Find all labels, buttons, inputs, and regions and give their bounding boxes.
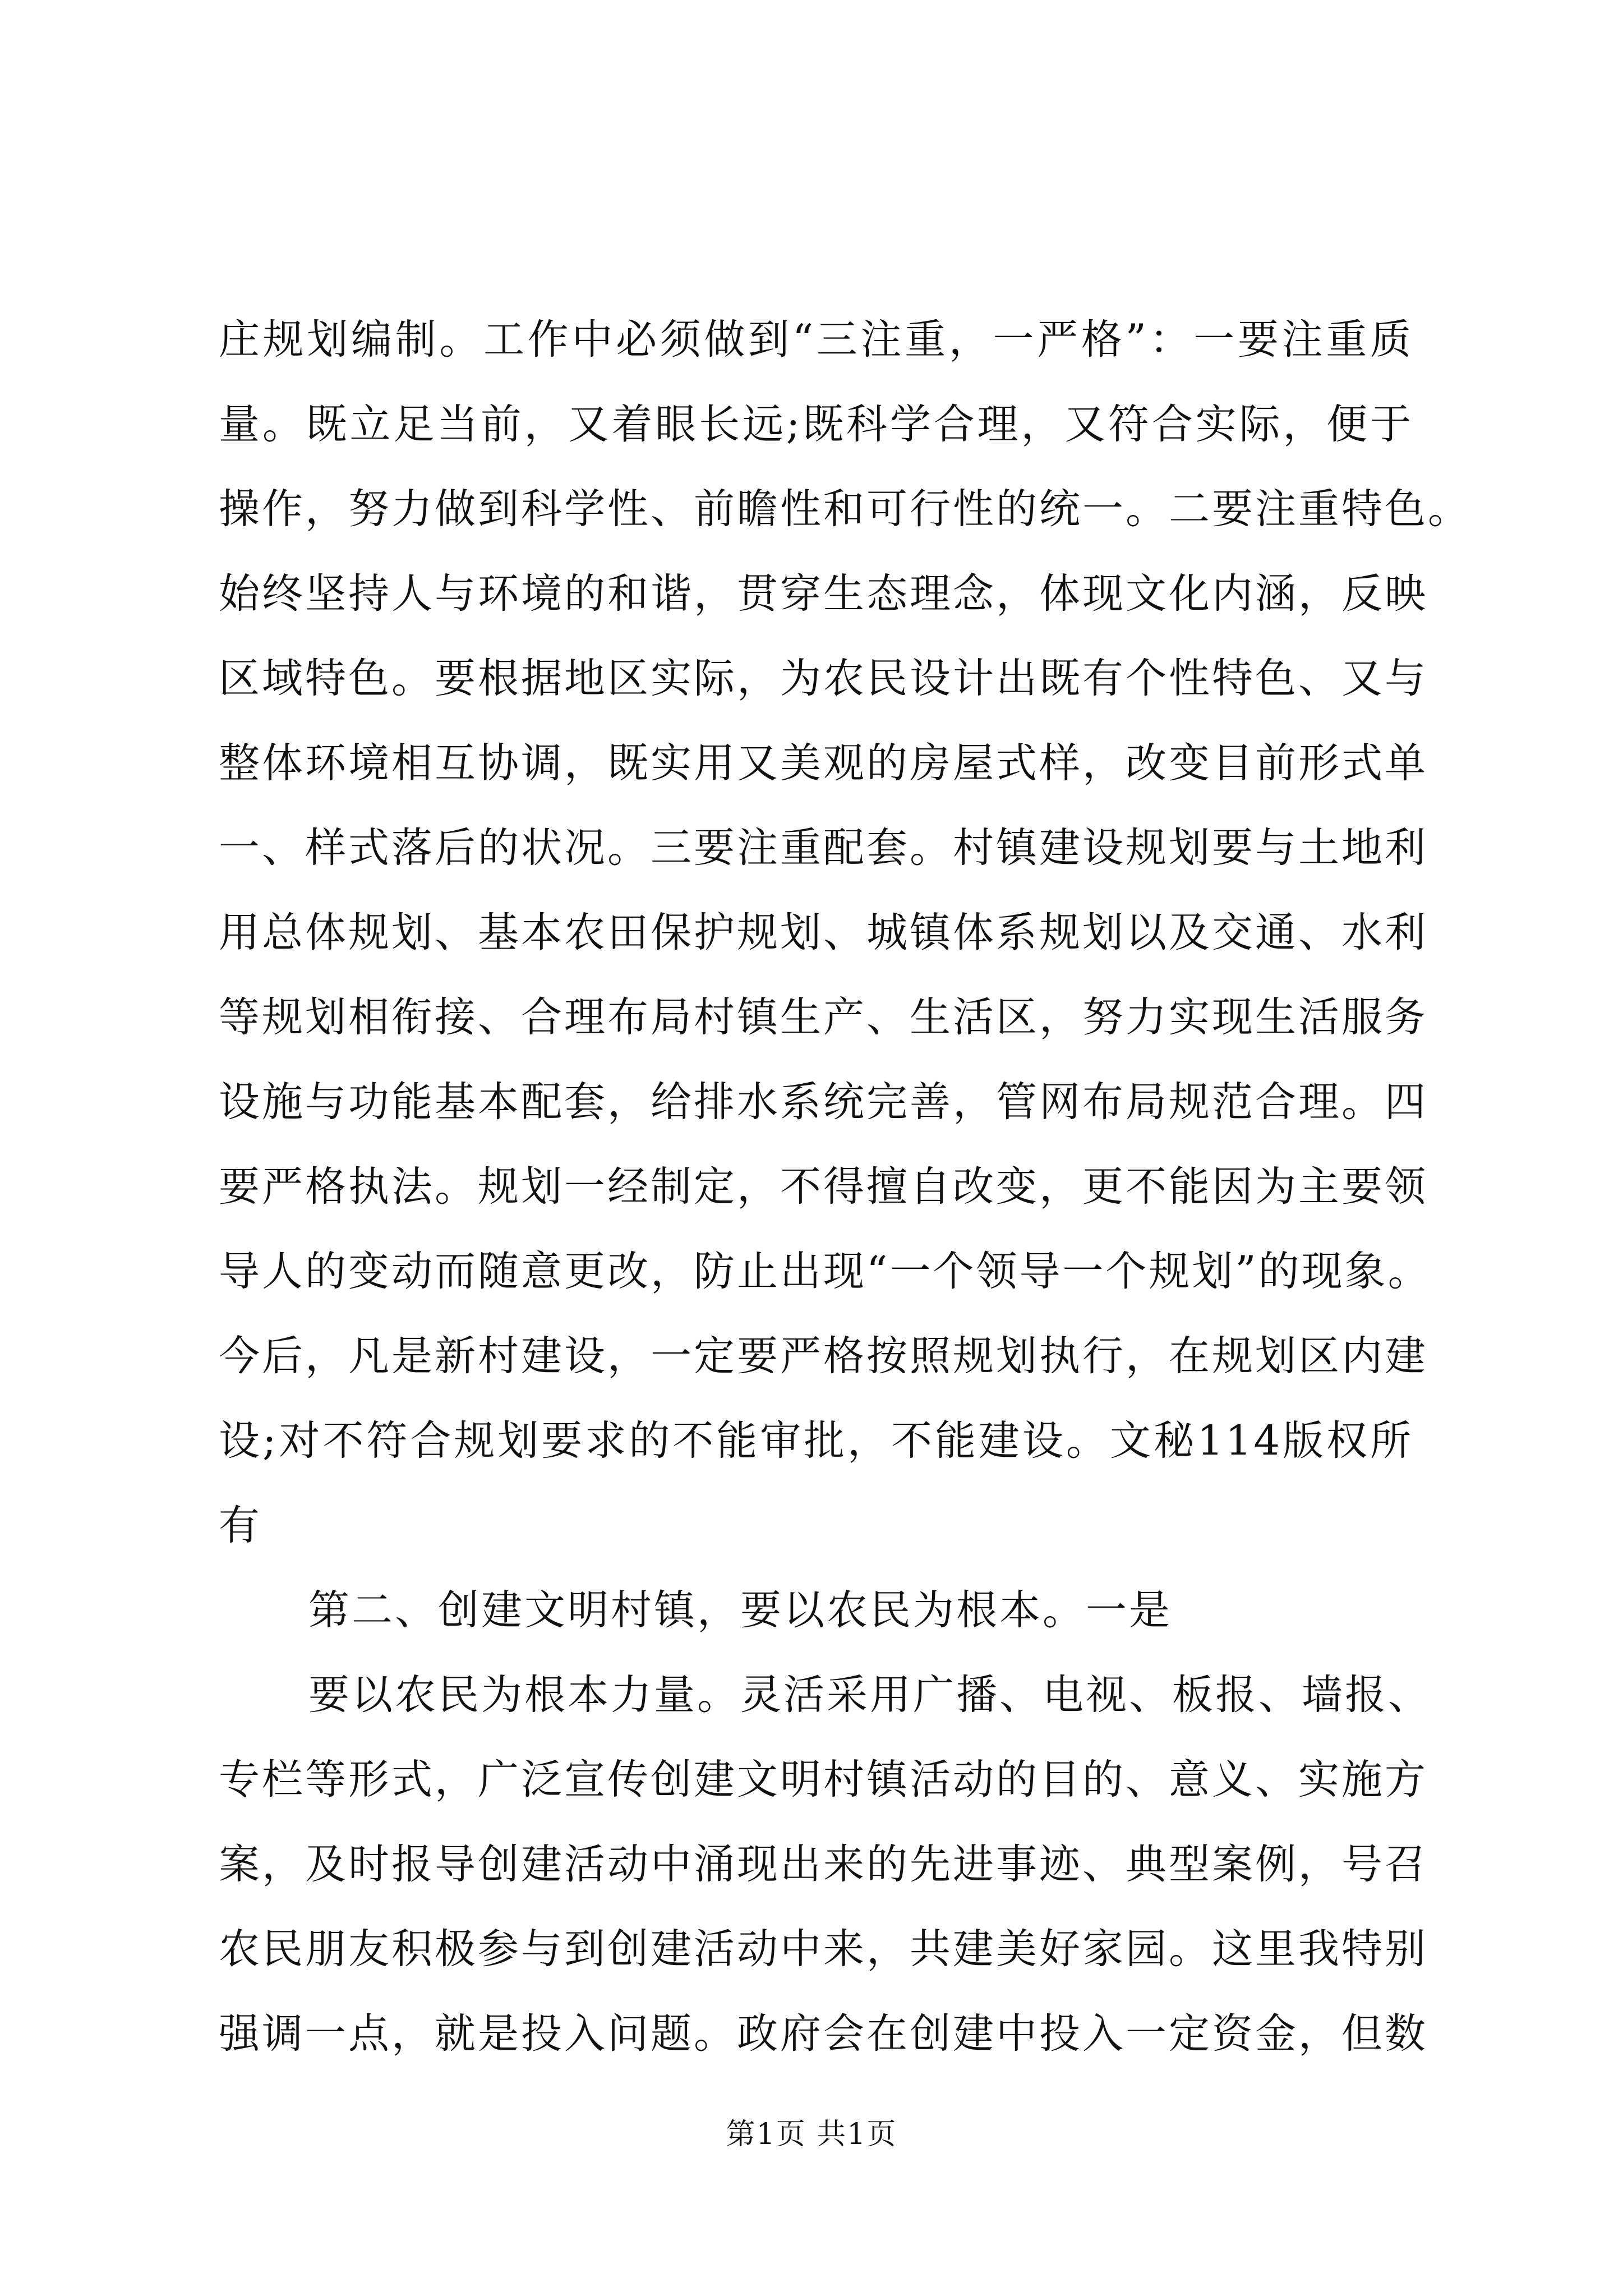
text-line: 设施与功能基本配套，给排水系统完善，管网布局规范合理。四 bbox=[219, 1078, 1428, 1126]
text-line: 一、样式落后的状况。三要注重配套。村镇建设规划要与土地利 bbox=[219, 824, 1428, 872]
text-line: 第二、创建文明村镇，要以农民为根本。一是 bbox=[308, 1586, 1172, 1634]
text-line: 强调一点，就是投入问题。政府会在创建中投入一定资金，但数 bbox=[219, 2010, 1428, 2058]
text-line: 区域特色。要根据地区实际，为农民设计出既有个性特色、又与 bbox=[219, 655, 1428, 702]
text-line: 设;对不符合规划要求的不能审批，不能建设。文秘114版权所 bbox=[219, 1417, 1413, 1465]
text-line: 量。既立足当前，又着眼长远;既科学合理，又符合实际，便于 bbox=[219, 401, 1413, 448]
paragraph-planning bbox=[219, 297, 1471, 1568]
text-line: 今后，凡是新村建设，一定要严格按照规划执行，在规划区内建 bbox=[219, 1332, 1428, 1380]
page-number-label: 第1页 共1页 bbox=[726, 2118, 897, 2151]
body-text bbox=[219, 297, 1471, 2076]
page-footer bbox=[0, 2115, 1623, 2154]
paragraph-second-heading bbox=[219, 1568, 1413, 1653]
text-line: 案，及时报导创建活动中涌现出来的先进事迹、典型案例，号召 bbox=[219, 1841, 1428, 1888]
text-line: 要以农民为根本力量。灵活采用广播、电视、板报、墙报、 bbox=[308, 1671, 1431, 1719]
text-line: 农民朋友积极参与到创建活动中来，共建美好家园。这里我特别 bbox=[219, 1925, 1428, 1973]
text-line: 始终坚持人与环境的和谐，贯穿生态理念，体现文化内涵，反映 bbox=[219, 570, 1428, 618]
text-line: 整体环境相互协调，既实用又美观的房屋式样，改变目前形式单 bbox=[219, 739, 1428, 787]
text-line: 庄规划编制。工作中必须做到“三注重，一严格”：一要注重质 bbox=[219, 316, 1413, 364]
text-line: 用总体规划、基本农田保护规划、城镇体系规划以及交通、水利 bbox=[219, 909, 1428, 956]
text-line: 专栏等形式，广泛宣传创建文明村镇活动的目的、意义、实施方 bbox=[219, 1756, 1428, 1803]
text-line: 导人的变动而随意更改，防止出现“一个领导一个规划”的现象。 bbox=[219, 1248, 1431, 1295]
text-line: 操作，努力做到科学性、前瞻性和可行性的统一。二要注重特色。 bbox=[219, 485, 1471, 533]
text-line: 等规划相衔接、合理布局村镇生产、生活区，努力实现生活服务 bbox=[219, 993, 1428, 1041]
paragraph-farmers bbox=[219, 1653, 1431, 2076]
text-line: 有 bbox=[219, 1502, 262, 1549]
text-line: 要严格执法。规划一经制定，不得擅自改变，更不能因为主要领 bbox=[219, 1163, 1428, 1211]
